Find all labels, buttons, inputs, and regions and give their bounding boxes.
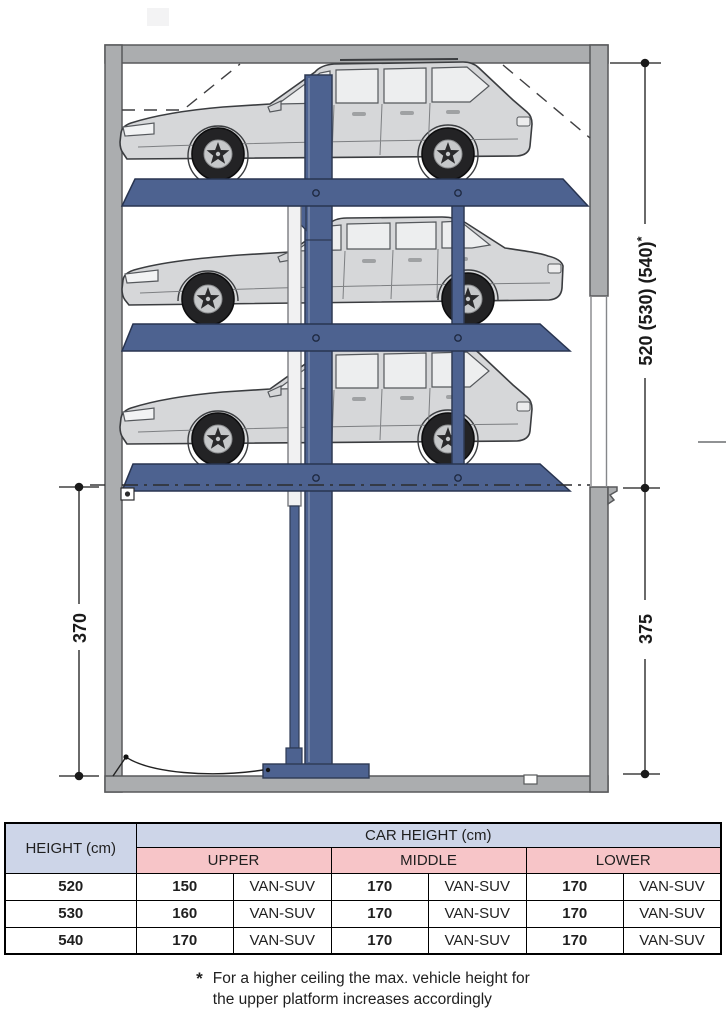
lower-platform: [122, 464, 570, 491]
dimension-pit-left: [59, 483, 99, 781]
footnote-asterisk: *: [196, 969, 203, 988]
footnote-text: [213, 968, 530, 1010]
lower-type: VAN-SUV: [624, 900, 722, 927]
right-wall-upper: [590, 45, 608, 296]
lower-height: 170: [526, 900, 624, 927]
footnote: [0, 968, 726, 1010]
footnote-line-2: the upper platform increases accordingly: [212, 991, 492, 1008]
total-height-label: 520 (530) (540)*: [634, 236, 656, 366]
upper-platform: [122, 179, 588, 206]
table-row: [5, 873, 721, 900]
upper-height: 160: [136, 900, 234, 927]
middle-type: VAN-SUV: [429, 927, 527, 954]
lower-height: 170: [526, 873, 624, 900]
middle-type: VAN-SUV: [429, 873, 527, 900]
subheader-middle: MIDDLE: [331, 847, 526, 873]
dimension-pit-right: [623, 484, 660, 779]
footnote-line-1: For a higher ceiling the max. vehicle height for: [212, 970, 530, 987]
lower-type: VAN-SUV: [624, 873, 722, 900]
dimension-total-height: [610, 59, 661, 488]
upper-type: VAN-SUV: [234, 900, 332, 927]
middle-platform: [122, 324, 570, 351]
pit-depth-right-label: 375: [636, 613, 656, 645]
subheader-lower: LOWER: [526, 847, 721, 873]
lower-height: 170: [526, 927, 624, 954]
supply-cable: [113, 754, 270, 776]
rod-foot: [286, 748, 302, 766]
middle-height: 170: [331, 900, 429, 927]
subheader-upper: UPPER: [136, 847, 331, 873]
upper-height: 150: [136, 873, 234, 900]
pit-depth-left-label: 370: [70, 612, 90, 644]
middle-type: VAN-SUV: [429, 900, 527, 927]
upper-type: VAN-SUV: [234, 927, 332, 954]
base-plate: [263, 764, 369, 778]
upper-height: 170: [136, 927, 234, 954]
lower-type: VAN-SUV: [624, 927, 722, 954]
middle-height: 170: [331, 873, 429, 900]
car-middle-level: [122, 217, 563, 325]
table-row: [5, 927, 721, 954]
right-wall-lower: [590, 487, 608, 792]
floor-sensor-box: [121, 488, 134, 500]
height-value: 530: [5, 900, 136, 927]
watermark-artifact: [147, 8, 169, 26]
floor-notch: [524, 775, 537, 784]
height-column-header: HEIGHT (cm): [5, 823, 136, 873]
door-opening-frame: [591, 296, 607, 487]
car-height-spec-table: [4, 822, 722, 955]
upper-type: VAN-SUV: [234, 873, 332, 900]
car-height-group-header: CAR HEIGHT (cm): [136, 823, 721, 847]
left-wall: [105, 45, 122, 792]
table-row: [5, 900, 721, 927]
height-value: 540: [5, 927, 136, 954]
piston-rod: [290, 506, 299, 748]
middle-height: 170: [331, 927, 429, 954]
hydraulic-cylinder: [288, 206, 301, 506]
height-value: 520: [5, 873, 136, 900]
right-wall-step: [608, 487, 617, 504]
